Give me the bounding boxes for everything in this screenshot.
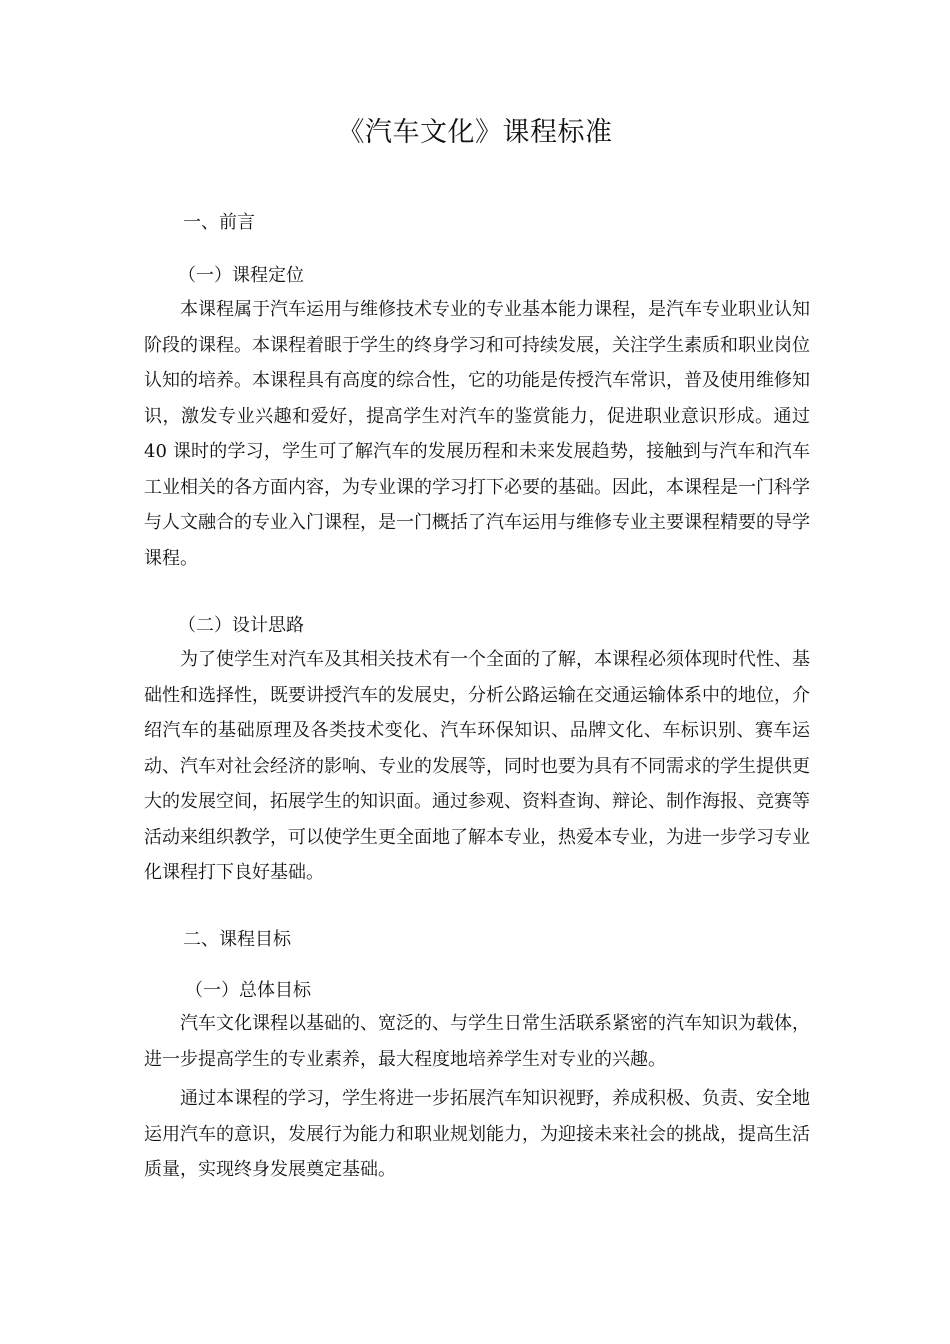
paragraph-design-ideas: 为了使学生对汽车及其相关技术有一个全面的了解，本课程必须体现时代性、基础性和选择性，既要讲授汽车的发展史，分析公路运输在交通运输体系中的地位，介绍汽车的基础原理及各类技术变化、汽车环保知识、品牌文化、车标识别、赛车运动、汽车对社会经济的影响、专业的发展等，同时也要为具有不同需求的学生提供更大的发展空间，拓展学生的知识面。通过参观、资料查询、辩论、制作海报、竞赛等活动来组织教学，可以使学生更全面地了解本专业，热爱本专业，为进一步学习专业化课程打下良好基础。 [144,649,810,883]
paragraph-course-positioning: 本课程属于汽车运用与维修技术专业的专业基本能力课程，是汽车专业职业认知阶段的课程。本课程着眼于学生的终身学习和可持续发展，关注学生素质和职业岗位认知的培养。本课程具有高度的综合性，它的功能是传授汽车常识，普及使用维修知识，激发专业兴趣和爱好，提高学生对汽车的鉴赏能力，促进职业意识形成。通过 40 课时的学习，学生可了解汽车的发展历程和未来发展趋势，接触到与汽车和汽车工业相关的各方面内容，为专业课的学习打下必要的基础。因此，本课程是一门科学与人文融合的专业入门课程，是一门概括了汽车运用与维修专业主要课程精要的导学课程。 [144,299,810,569]
section-heading-course-goals: 二、课程目标 [183,929,291,950]
paragraph-overall-goals-2: 通过本课程的学习，学生将进一步拓展汽车知识视野，养成积极、负责、安全地运用汽车的意识，发展行为能力和职业规划能力，为迎接未来社会的挑战，提高生活质量，实现终身发展奠定基础。 [144,1088,810,1180]
subsection-heading-design-ideas: （二）设计思路 [178,615,304,636]
document-title: 《汽车文化》课程标准 [337,117,613,148]
subsection-heading-course-positioning: （一）课程定位 [178,265,304,286]
paragraph-overall-goals-1: 汽车文化课程以基础的、宽泛的、与学生日常生活联系紧密的汽车知识为载体，进一步提高学生的专业素养，最大程度地培养学生对专业的兴趣。 [144,1013,810,1070]
subsection-heading-overall-goals: （一）总体目标 [185,980,311,1001]
section-heading-preface: 一、前言 [183,212,255,233]
